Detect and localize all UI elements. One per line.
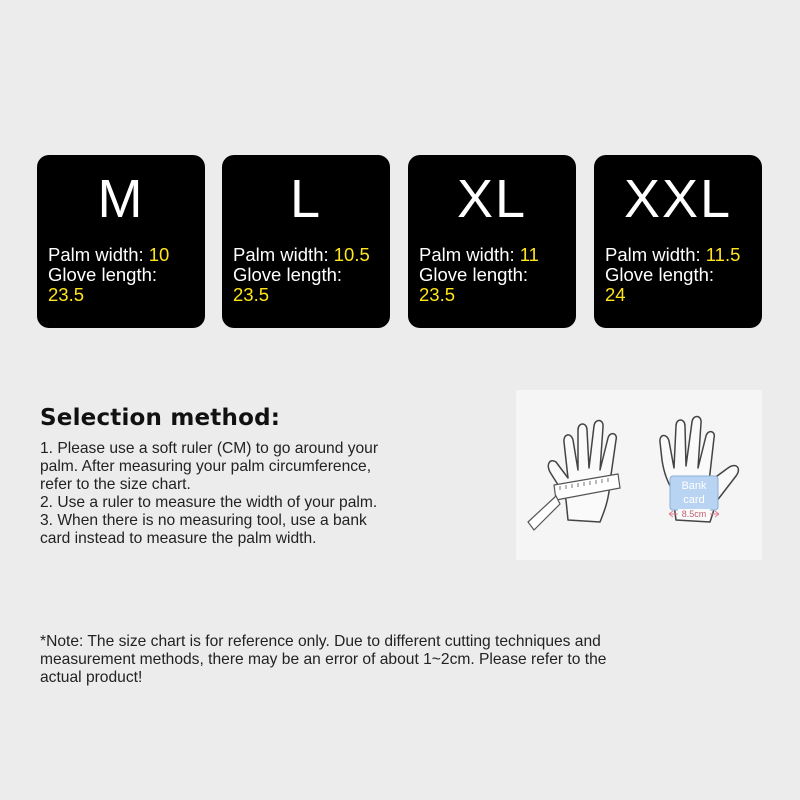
selection-steps [40, 440, 510, 548]
hands-illustration [516, 390, 762, 560]
palm-width-label: Palm width: [605, 244, 706, 265]
bank-card-line2: card [683, 494, 705, 506]
glove-length-label: Glove length: [419, 264, 529, 285]
note-line: *Note: The size chart is for reference only. Due to different cutting techniques and [40, 633, 601, 650]
note-line: actual product! [40, 669, 143, 686]
note-line: measurement methods, there may be an error of about 1~2cm. Please refer to the [40, 651, 607, 668]
size-label: M [97, 169, 145, 229]
measurement-illustration [516, 390, 762, 560]
size-info [605, 245, 756, 305]
size-label: XXL [623, 169, 733, 229]
size-card-m [37, 155, 205, 328]
step-line: refer to the size chart. [40, 476, 191, 493]
glove-length-label: Glove length: [48, 264, 158, 285]
size-label: L [289, 169, 323, 229]
left-hand-icon [548, 420, 616, 522]
palm-width-value: 10.5 [333, 244, 370, 265]
glove-length-value: 23.5 [48, 284, 85, 305]
reference-note [40, 633, 760, 687]
glove-length-value: 23.5 [419, 284, 456, 305]
size-card-xl [408, 155, 576, 328]
step-line: card instead to measure the palm width. [40, 530, 317, 547]
bank-card-line1: Bank [681, 480, 707, 492]
step-line: 2. Use a ruler to measure the width of your palm. [40, 494, 378, 511]
glove-length-value: 23.5 [233, 284, 270, 305]
measure-label: 8.5cm [681, 509, 707, 519]
glove-length-value: 24 [605, 284, 626, 305]
palm-width-label: Palm width: [233, 244, 334, 265]
size-info [48, 245, 199, 305]
step-line: 3. When there is no measuring tool, use a bank [40, 512, 367, 529]
step-line: 1. Please use a soft ruler (CM) to go around your [40, 440, 379, 457]
selection-heading: Selection method: [40, 405, 281, 431]
palm-width-value: 11.5 [705, 244, 741, 265]
bank-card-icon [670, 476, 718, 510]
size-card-l [222, 155, 390, 328]
palm-width-label: Palm width: [419, 244, 520, 265]
size-info [233, 245, 384, 305]
palm-width-value: 10 [148, 244, 170, 265]
glove-length-label: Glove length: [233, 264, 343, 285]
glove-length-label: Glove length: [605, 264, 715, 285]
size-info [419, 245, 570, 305]
size-card-xxl [594, 155, 762, 328]
palm-width-label: Palm width: [48, 244, 149, 265]
size-label: XL [456, 169, 528, 229]
step-line: palm. After measuring your palm circumference, [40, 458, 372, 475]
palm-width-value: 11 [519, 244, 539, 265]
